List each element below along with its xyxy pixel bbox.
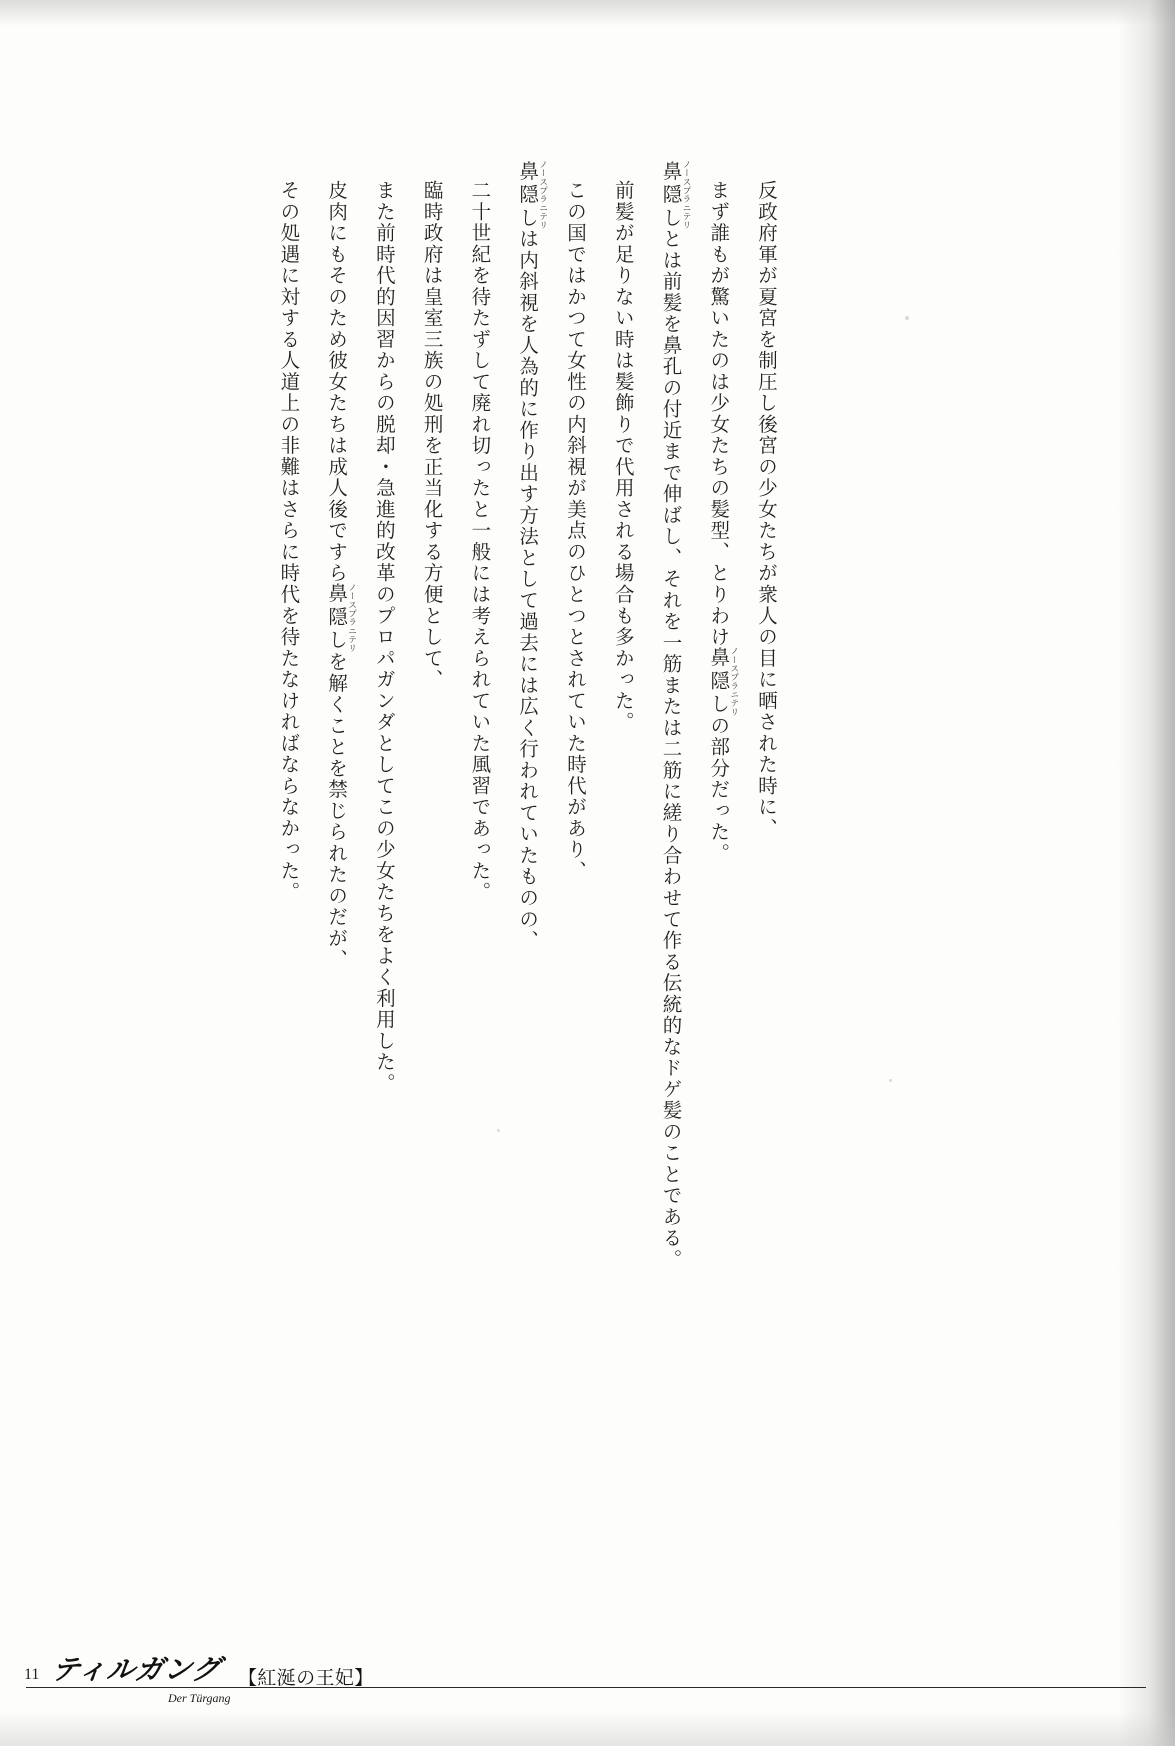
chapter-title: 【紅涎の王妃】 [238,1667,374,1689]
body-paragraph [408,160,456,1360]
paper-speck [905,316,909,320]
ruby-base: 鼻隠し [325,582,349,652]
paper-speck [889,1079,892,1082]
paragraph-text: 臨時政府は皇室三族の処刑を正当化する方便として、 [420,179,444,690]
paragraph-text: まず誰もが驚いたのは少女たちの髪型、とりわけ [707,179,731,648]
paragraph-text: その処遇に対する人道上の非難はさらに時代を待たなければならなかった。 [277,179,301,903]
series-title: ティルガング [50,1653,223,1686]
series-title-romanized: Der Türgang [168,1691,231,1705]
paragraph-text: 反政府軍が夏宮を制圧し後宮の少女たちが衆人の目に晒された時に、 [755,179,778,839]
ruby-reading: ノースプラニテリ [728,646,739,716]
body-paragraph [647,160,695,1360]
scan-shadow-right [1117,0,1175,1746]
paragraph-text: この国ではかつて女性の内斜視が美点のひとつとされていた時代があり、 [563,179,587,881]
body-paragraph [312,160,360,1360]
body-paragraph [265,160,313,1360]
body-paragraph [456,160,504,1360]
ruby-base: 鼻隠し [516,160,540,230]
body-paragraph [503,160,551,1360]
ruby-annotated-term [707,646,739,716]
page-footer [0,1626,1175,1746]
paragraph-text: 二十世紀を待たずして廃れ切ったと一般には考えられていた風習であった。 [468,179,492,903]
ruby-reading: ノースプラニテリ [537,160,548,230]
body-paragraph [551,160,599,1360]
paragraph-text: 前髪が足りない時は髪飾りで代用される場合も多かった。 [611,179,635,733]
paragraph-text: は内斜視を人為的に作り出す方法として過去には広く行われていたものの、 [516,228,540,952]
ruby-base: 鼻隠し [707,646,731,716]
paragraph-text: とは前髪を鼻孔の付近まで伸ばし、それを一筋または二筋に縒り合わせて作る伝統的なドゲ髪のことである。 [659,228,683,1270]
page-number: 11 [24,1666,40,1683]
ruby-annotated-term [325,582,357,652]
ruby-reading: ノースプラニテリ [346,582,357,652]
body-paragraph [360,160,408,1360]
vertical-body-text [277,160,790,1360]
paragraph-text: 皮肉にもそのため彼女たちは成人後ですら [325,179,349,584]
ruby-annotated-term [659,160,691,230]
paragraph-text: の部分だった。 [707,714,731,864]
paragraph-text: を解くことを禁じられたのだが、 [325,650,349,970]
ruby-annotated-term [516,160,548,230]
body-paragraph [694,160,742,1360]
ruby-reading: ノースプラニテリ [680,160,691,230]
paragraph-text: また前時代的因習からの脱却・急進的改革のプロパガンダとしてこの少女たちをよく利用した。 [372,179,396,1094]
body-paragraph [742,160,790,1360]
ruby-base: 鼻隠し [659,160,683,230]
scan-shadow-top [0,0,1175,26]
body-paragraph [599,160,647,1360]
